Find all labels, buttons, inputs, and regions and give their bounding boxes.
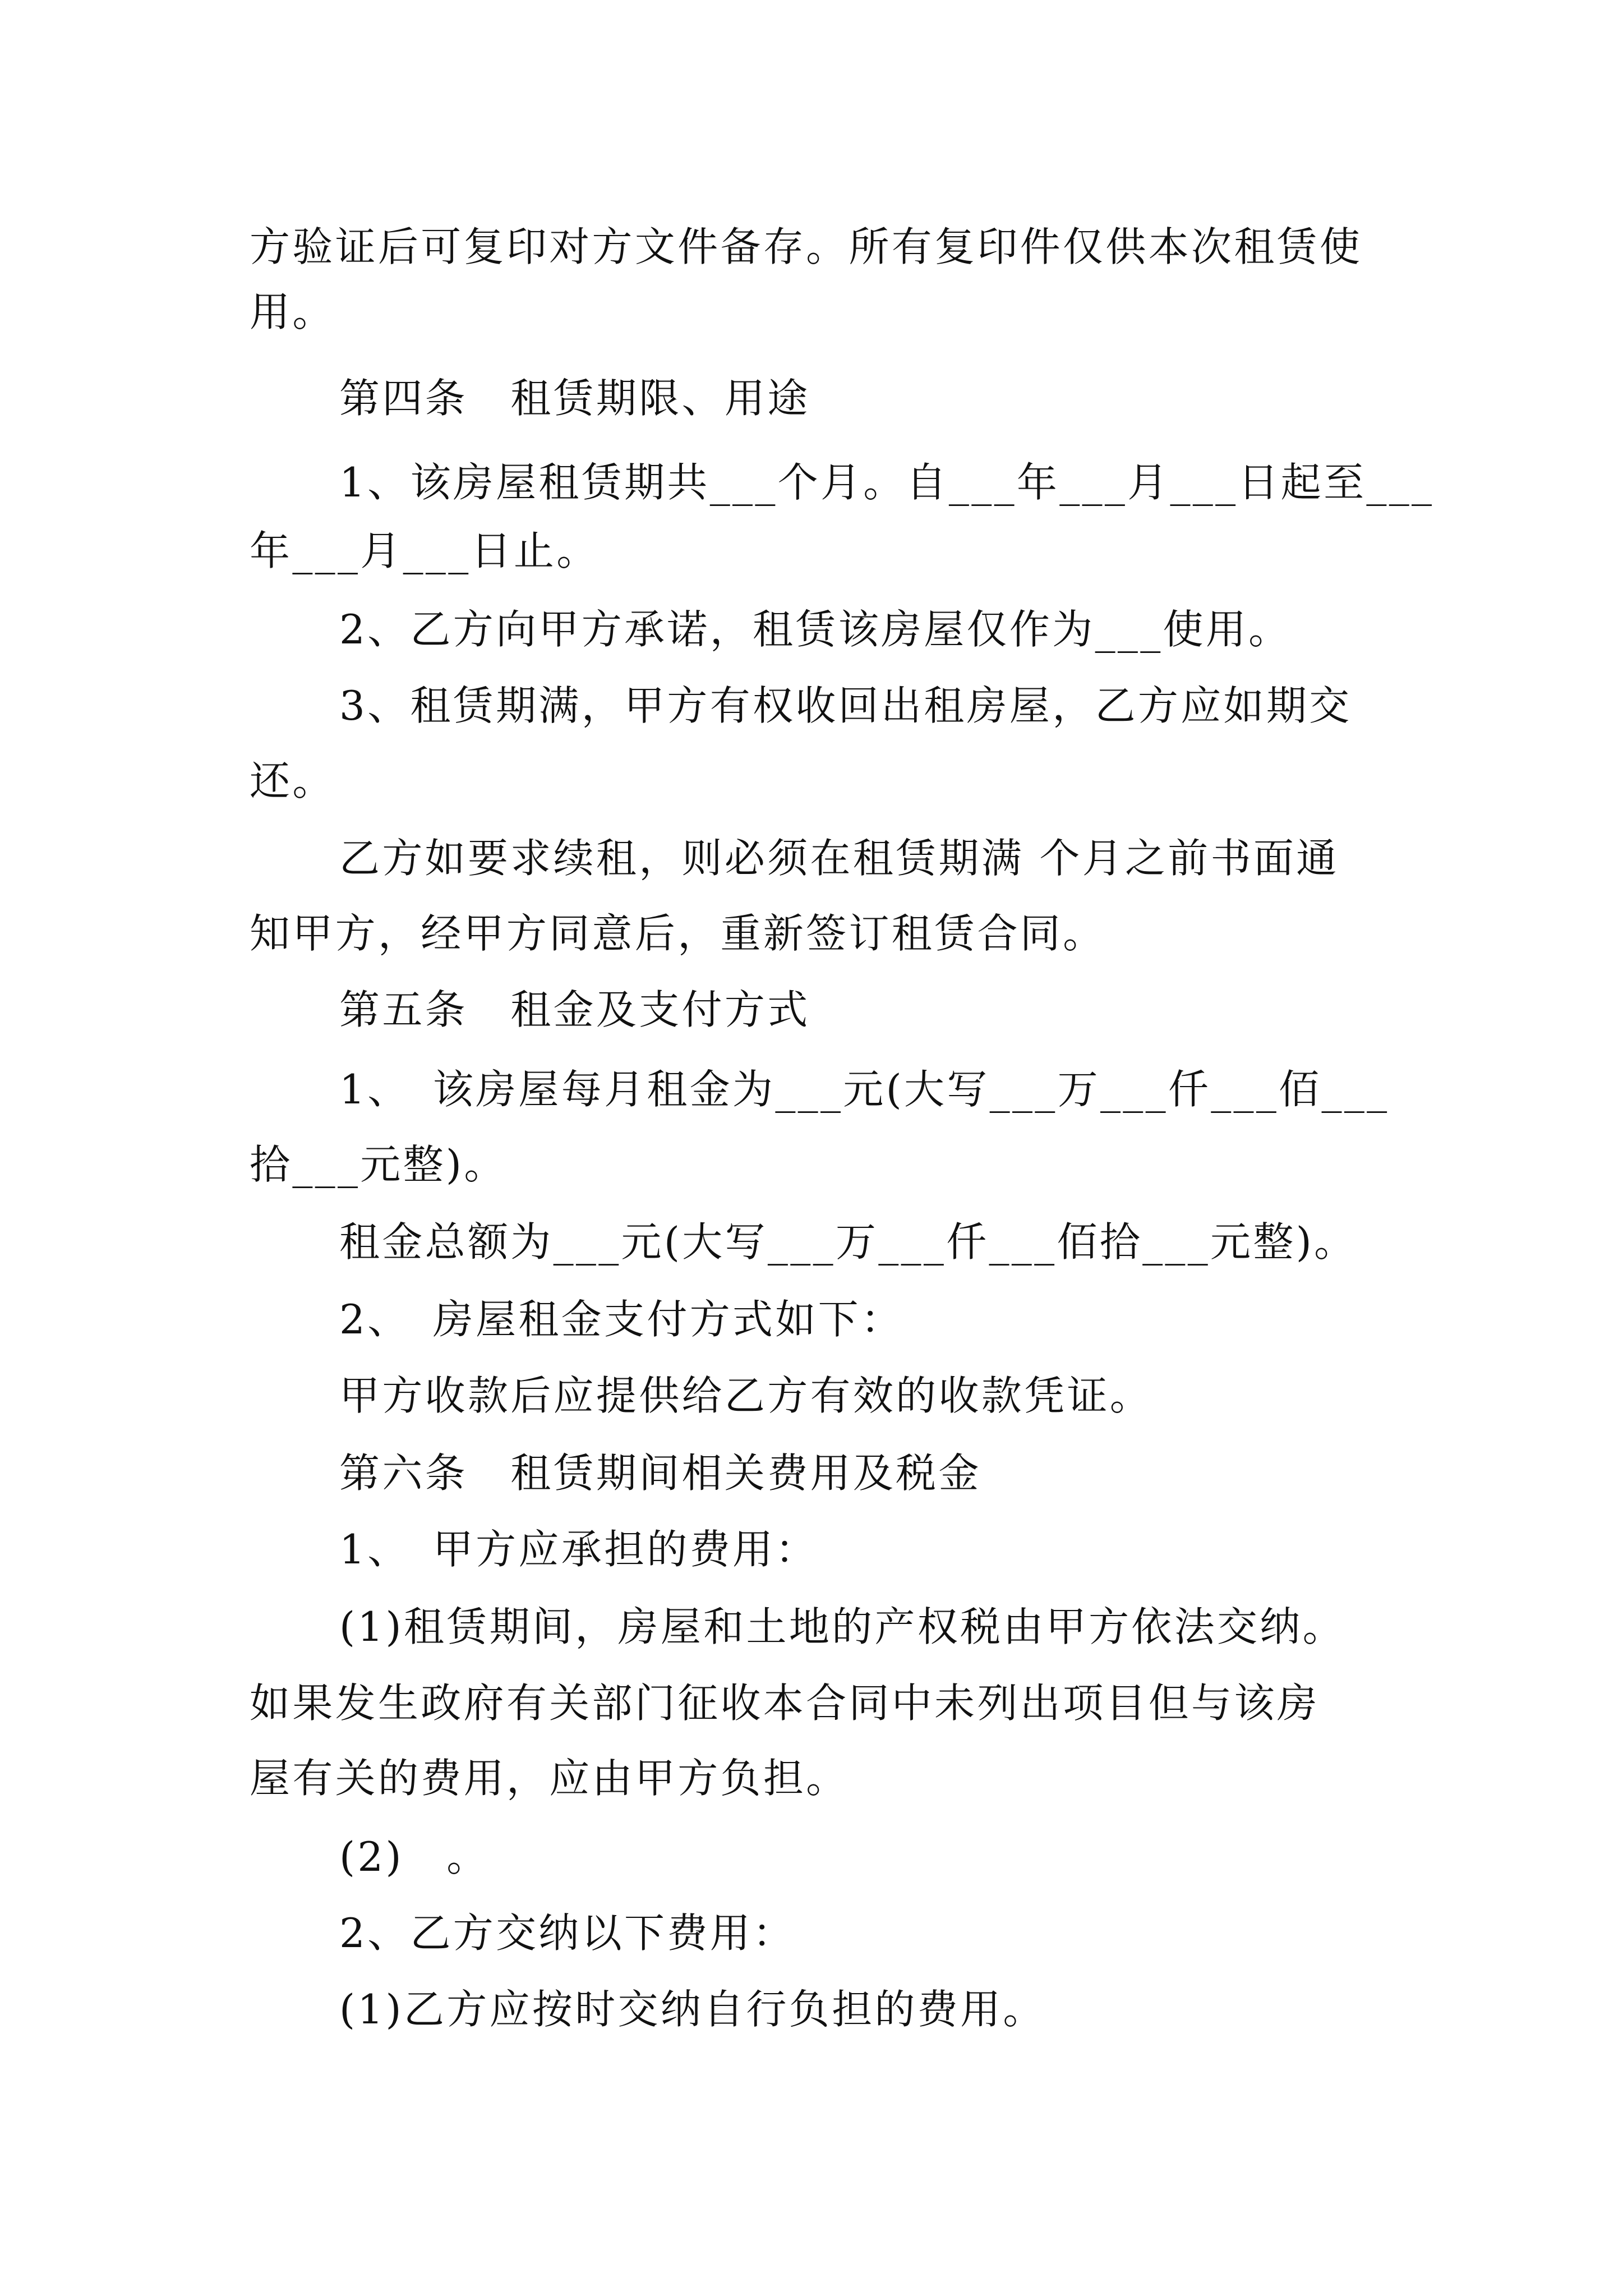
text-line: 还。 [250,757,335,804]
article-heading: 第五条 租金及支付方式 [339,986,810,1033]
article-heading: 第六条 租赁期间相关费用及税金 [339,1450,981,1497]
text-line: 知甲方，经甲方同意后，重新签订租赁合同。 [250,910,1106,957]
text-line: 2、乙方交纳以下费用： [339,1910,796,1957]
text-line: 拾___元整)。 [250,1141,507,1188]
text-line: 1、该房屋租赁期共___个月。自___年___月___日起至___ [339,459,1435,506]
article-heading: 第四条 租赁期限、用途 [339,375,810,422]
text-line: 1、 该房屋每月租金为___元(大写___万___仟___佰___ [339,1066,1390,1113]
text-line: 用。 [250,288,335,335]
text-line: 方验证后可复印对方文件备存。所有复印件仅供本次租赁使 [250,223,1363,270]
text-line: (1)租赁期间，房屋和土地的产权税由甲方依法交纳。 [339,1603,1345,1650]
text-line: 甲方收款后应提供给乙方有效的收款凭证。 [339,1372,1153,1419]
text-line: 乙方如要求续租，则必须在租赁期满 个月之前书面通 [339,835,1339,882]
text-line: 2、 房屋租金支付方式如下： [339,1296,904,1343]
text-line: 3、租赁期满，甲方有权收回出租房屋，乙方应如期交 [339,682,1352,729]
text-line: (1)乙方应按时交纳自行负担的费用。 [339,1986,1046,2033]
text-line: 租金总额为___元(大写___万___仟___佰拾___元整)。 [339,1218,1357,1266]
text-line: 屋有关的费用，应由甲方负担。 [250,1755,849,1802]
text-line: 如果发生政府有关部门征收本合同中未列出项目但与该房 [250,1680,1320,1727]
text-line: (2) 。 [339,1833,490,1880]
text-line: 1、 甲方应承担的费用： [339,1526,818,1573]
text-line: 2、乙方向甲方承诺，租赁该房屋仅作为___使用。 [339,606,1292,653]
text-line: 年___月___日止。 [250,527,600,574]
